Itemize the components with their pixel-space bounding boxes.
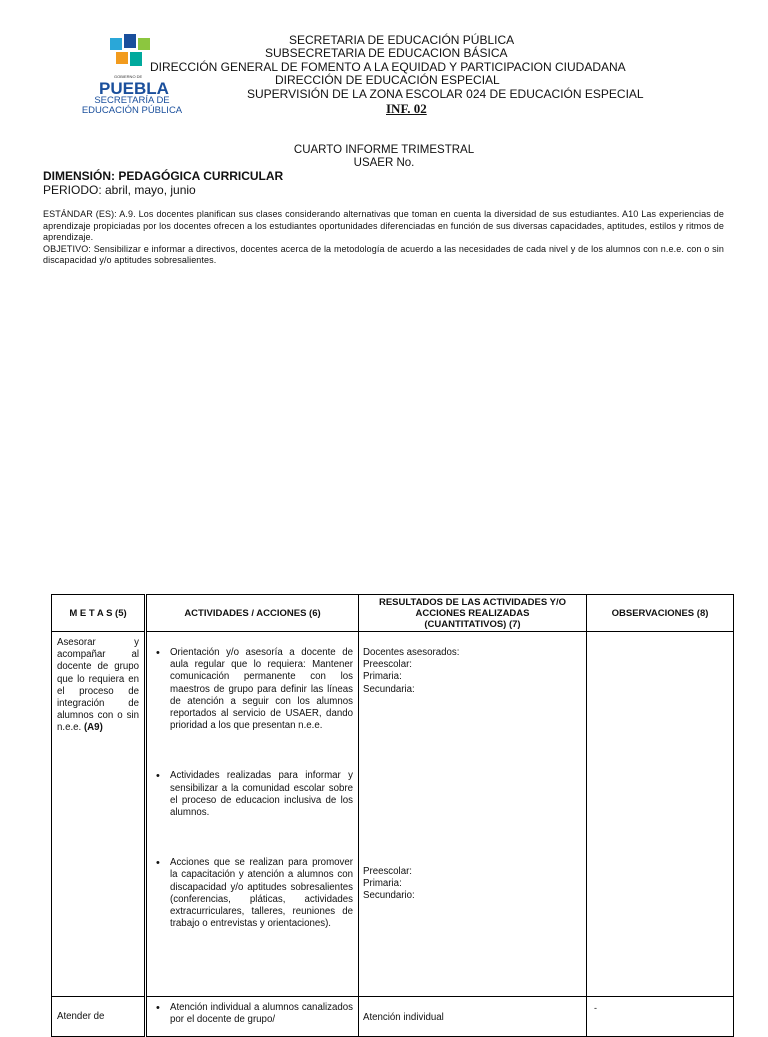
- table-row: [52, 997, 734, 1037]
- document-header: [0, 0, 768, 120]
- logo-small-text: GOBIERNO DE: [114, 74, 143, 79]
- result-label: Atención individual: [363, 1012, 444, 1023]
- logo-wordmark: PUEBLA: [99, 79, 169, 98]
- results-block-1: [360, 647, 585, 696]
- objetivo-paragraph: OBJETIVO: Sensibilizar e informar a directivos, docentes acerca de la metodología de acuerdo a las necesidades de cada nivel y de los alumnos con n.e.e. con o sin discapacidad y/o aptitudes sobresalientes.: [43, 243, 724, 265]
- goals-table: [51, 594, 734, 1037]
- header-actividades: ACTIVIDADES / ACCIONES (6): [146, 595, 359, 632]
- results-cell: [359, 997, 587, 1037]
- result-label: Secundaria:: [363, 683, 415, 695]
- results-block-3: [360, 866, 585, 903]
- activities-cell: [146, 997, 359, 1037]
- result-label: Preescolar:: [363, 865, 412, 877]
- estandar-paragraph: ESTÁNDAR (ES): A.9. Los docentes planifican sus clases considerando alternativas que toman en cuenta la diversidad de sus estudiantes. A10 Las experiencias de aprendizaje propiciadas por los docentes ofrecen a los estudiantes oportunidades diferenciadas en función de sus diversas capacidades, aptitudes, estilos y ritmos de aprendizaje.: [43, 209, 724, 242]
- observation-dash: -: [594, 1003, 597, 1013]
- period-text: PERIODO: abril, mayo, junio: [43, 183, 196, 197]
- header-line-1: SECRETARIA DE EDUCACIÓN PÚBLICA: [289, 33, 515, 47]
- activity-item: • Orientación y/o asesoría a docente de aula regular que lo requiera: Mantener comunicación permanente con los maestros de grupo para definir las líneas de atención a seguir con los alumnos reportados al servicio de USAER, dando prioridad a los que presentan n.e.e.: [156, 647, 353, 732]
- logo-sec-line1: SECRETARÍA DE: [94, 95, 170, 106]
- activity-item: • Acciones que se realizan para promover la capacitación y atención a alumnos con discapacidad y/o aptitudes sobresalientes (conferencias, pláticas, actividades extracurriculares, talleres, reuniones de trabajo o entrevistas y orientaciones).: [156, 857, 353, 930]
- dimension-heading: DIMENSIÓN: PEDAGÓGICA CURRICULAR: [43, 169, 284, 183]
- result-label: Secundario:: [363, 890, 415, 902]
- activities-list: [148, 1002, 357, 1026]
- logo-secretaria-text: [78, 96, 186, 116]
- header-resultados-line3: (CUANTITATIVOS) (7): [424, 618, 521, 630]
- meta-text: Atender de: [57, 1011, 105, 1022]
- usaer-number: USAER No.: [353, 157, 415, 169]
- observations-cell: [587, 632, 734, 997]
- table-row: [52, 632, 734, 997]
- inf-number: INF. 02: [386, 101, 427, 116]
- header-resultados-line1: RESULTADOS DE LAS ACTIVIDADES Y/O: [378, 596, 567, 608]
- result-label: Preescolar:: [363, 659, 412, 671]
- puebla-logo-mark-icon: [110, 34, 154, 68]
- meta-text: [53, 633, 143, 735]
- standard-block: [43, 209, 724, 267]
- header-resultados-line2: ACCIONES REALIZADAS: [415, 607, 530, 619]
- header-line-5: SUPERVISIÓN DE LA ZONA ESCOLAR 024 DE EDUCACIÓN ESPECIAL: [247, 87, 644, 101]
- activity-item: • Actividades realizadas para informar y sensibilizar a la comunidad escolar sobre el proceso de educacion inclusiva de los alumnos.: [156, 770, 353, 819]
- header-line-4: DIRECCIÓN DE EDUCACIÓN ESPECIAL: [275, 73, 500, 87]
- header-observaciones: OBSERVACIONES (8): [587, 595, 734, 632]
- result-label: Primaria:: [363, 878, 402, 890]
- meta-description: Asesorar y acompañar al docente de grupo que lo requiera en el proceso de integración de alumnos con o sin n.e.e.: [57, 637, 139, 734]
- observations-cell: [587, 997, 734, 1037]
- meta-tag: (A9): [83, 722, 103, 734]
- result-label: Primaria:: [363, 671, 402, 683]
- activities-list: [148, 647, 357, 930]
- table-header-row: [52, 595, 734, 632]
- meta-cell: [52, 997, 146, 1037]
- meta-cell: [52, 632, 146, 997]
- header-line-2: SUBSECRETARIA DE EDUCACION BÁSICA: [265, 46, 508, 60]
- header-resultados: [359, 595, 587, 632]
- puebla-logo: [78, 34, 190, 120]
- results-cell: [359, 632, 587, 997]
- header-metas: M E T A S (5): [52, 595, 146, 632]
- activities-cell: [146, 632, 359, 997]
- logo-sec-line2: EDUCACIÓN PÚBLICA: [81, 105, 183, 116]
- report-title: CUARTO INFORME TRIMESTRAL: [293, 144, 475, 156]
- activity-item: • Atención individual a alumnos canalizados por el docente de grupo/: [156, 1002, 353, 1026]
- result-label: Docentes asesorados:: [363, 647, 460, 658]
- header-line-3: DIRECCIÓN GENERAL DE FOMENTO A LA EQUIDAD Y PARTICIPACION CIUDADANA: [150, 60, 626, 74]
